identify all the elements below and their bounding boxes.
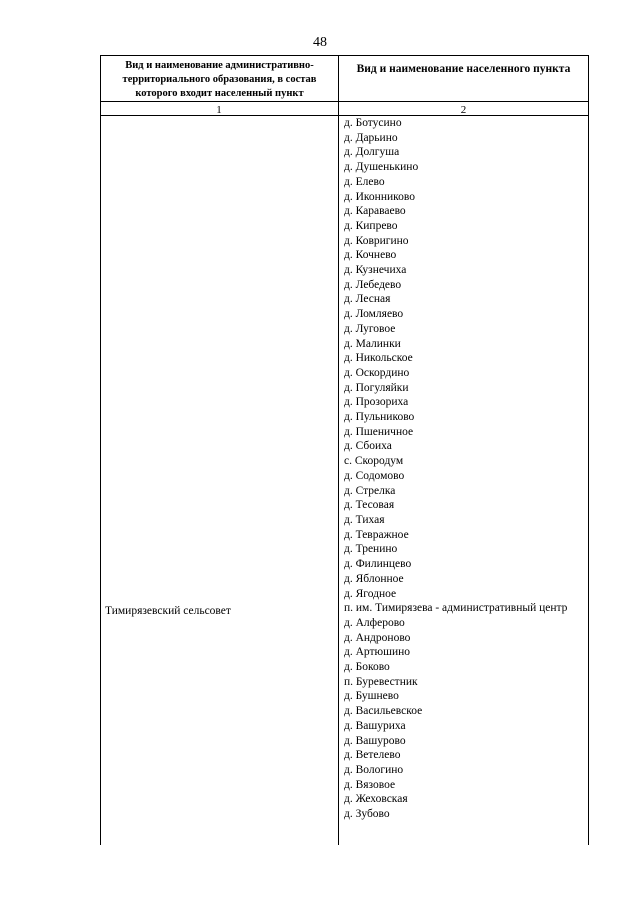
settlement-item: д. Вязовое xyxy=(344,778,396,791)
header-admin-unit: Вид и наименование административно-территориального образования, в состав которого входит населенный пункт xyxy=(122,60,317,99)
settlement-item: д. Долгуша xyxy=(344,146,400,159)
settlement-item: п. Буревестник xyxy=(344,675,418,688)
page-number: 48 xyxy=(313,35,327,50)
settlement-item: д. Прозориха xyxy=(344,396,409,409)
admin-unit-name: Тимирязевский сельсовет xyxy=(105,605,231,617)
settlement-item: д. Стрелка xyxy=(344,484,396,497)
table-border-right xyxy=(588,55,589,845)
table-border-top xyxy=(100,55,589,56)
settlement-item: д. Лесная xyxy=(344,293,391,306)
settlement-item: д. Лебедево xyxy=(344,278,402,291)
settlement-item: д. Вологино xyxy=(344,763,404,776)
settlement-item: д. Луговое xyxy=(344,322,396,335)
settlement-item: д. Жеховская xyxy=(344,793,408,806)
settlement-item: д. Кипрево xyxy=(344,219,398,232)
settlement-item: д. Тесовая xyxy=(344,499,395,512)
table-border-left xyxy=(100,55,101,845)
settlement-item: д. Сбоиха xyxy=(344,440,392,453)
column-number-2: 2 xyxy=(460,104,467,116)
settlement-item: д. Содомово xyxy=(344,469,405,482)
settlement-item: д. Алферово xyxy=(344,616,405,629)
settlement-item: д. Кузнечиха xyxy=(344,264,407,277)
header-settlement: Вид и наименование населенного пункта xyxy=(356,63,571,75)
settlement-item: д. Ботусино xyxy=(344,117,402,129)
settlement-item: д. Караваево xyxy=(344,205,406,218)
settlement-item: д. Пшеничное xyxy=(344,425,414,438)
settlement-item: д. Зубово xyxy=(344,808,390,821)
settlement-item: д. Малинки xyxy=(344,337,401,350)
settlement-item: д. Тихая xyxy=(344,513,385,526)
settlement-item: д. Вашуриха xyxy=(344,719,406,732)
settlement-item: п. им. Тимирязева - административный центр xyxy=(344,602,568,615)
settlement-item: д. Кочнево xyxy=(344,249,397,262)
settlement-item: с. Скородум xyxy=(344,455,404,468)
settlement-item: д. Ломляево xyxy=(344,308,404,321)
settlement-item: д. Никольское xyxy=(344,352,413,365)
settlement-item: д. Елево xyxy=(344,175,385,188)
settlement-item: д. Боково xyxy=(344,661,390,674)
settlement-item: д. Тренино xyxy=(344,543,398,556)
settlement-item: д. Тевражное xyxy=(344,528,409,541)
settlement-item: д. Ветелево xyxy=(344,749,401,762)
settlement-item: д. Артюшино xyxy=(344,646,411,659)
column-number-1: 1 xyxy=(216,104,222,116)
settlement-item: д. Иконниково xyxy=(344,190,415,203)
settlement-item: д. Яблонное xyxy=(344,572,404,585)
settlement-item: д. Васильевское xyxy=(344,705,423,718)
settlement-item: д. Погуляйки xyxy=(344,381,409,394)
settlement-item: д. Оскордино xyxy=(344,366,410,379)
header-divider xyxy=(100,101,589,102)
settlement-item: д. Андроново xyxy=(344,631,411,644)
settlement-list xyxy=(344,116,584,822)
settlement-item: д. Пульниково xyxy=(344,411,415,424)
settlement-item: д. Вашурово xyxy=(344,734,406,747)
settlement-item: д. Ягодное xyxy=(344,587,397,600)
settlement-item: д. Филинцево xyxy=(344,558,412,571)
settlement-item: д. Дарьино xyxy=(344,131,398,144)
column-divider xyxy=(338,55,339,845)
settlement-item: д. Душенькино xyxy=(344,161,419,174)
settlement-item: д. Бушнево xyxy=(344,690,399,703)
settlement-item: д. Ковригино xyxy=(344,234,409,247)
